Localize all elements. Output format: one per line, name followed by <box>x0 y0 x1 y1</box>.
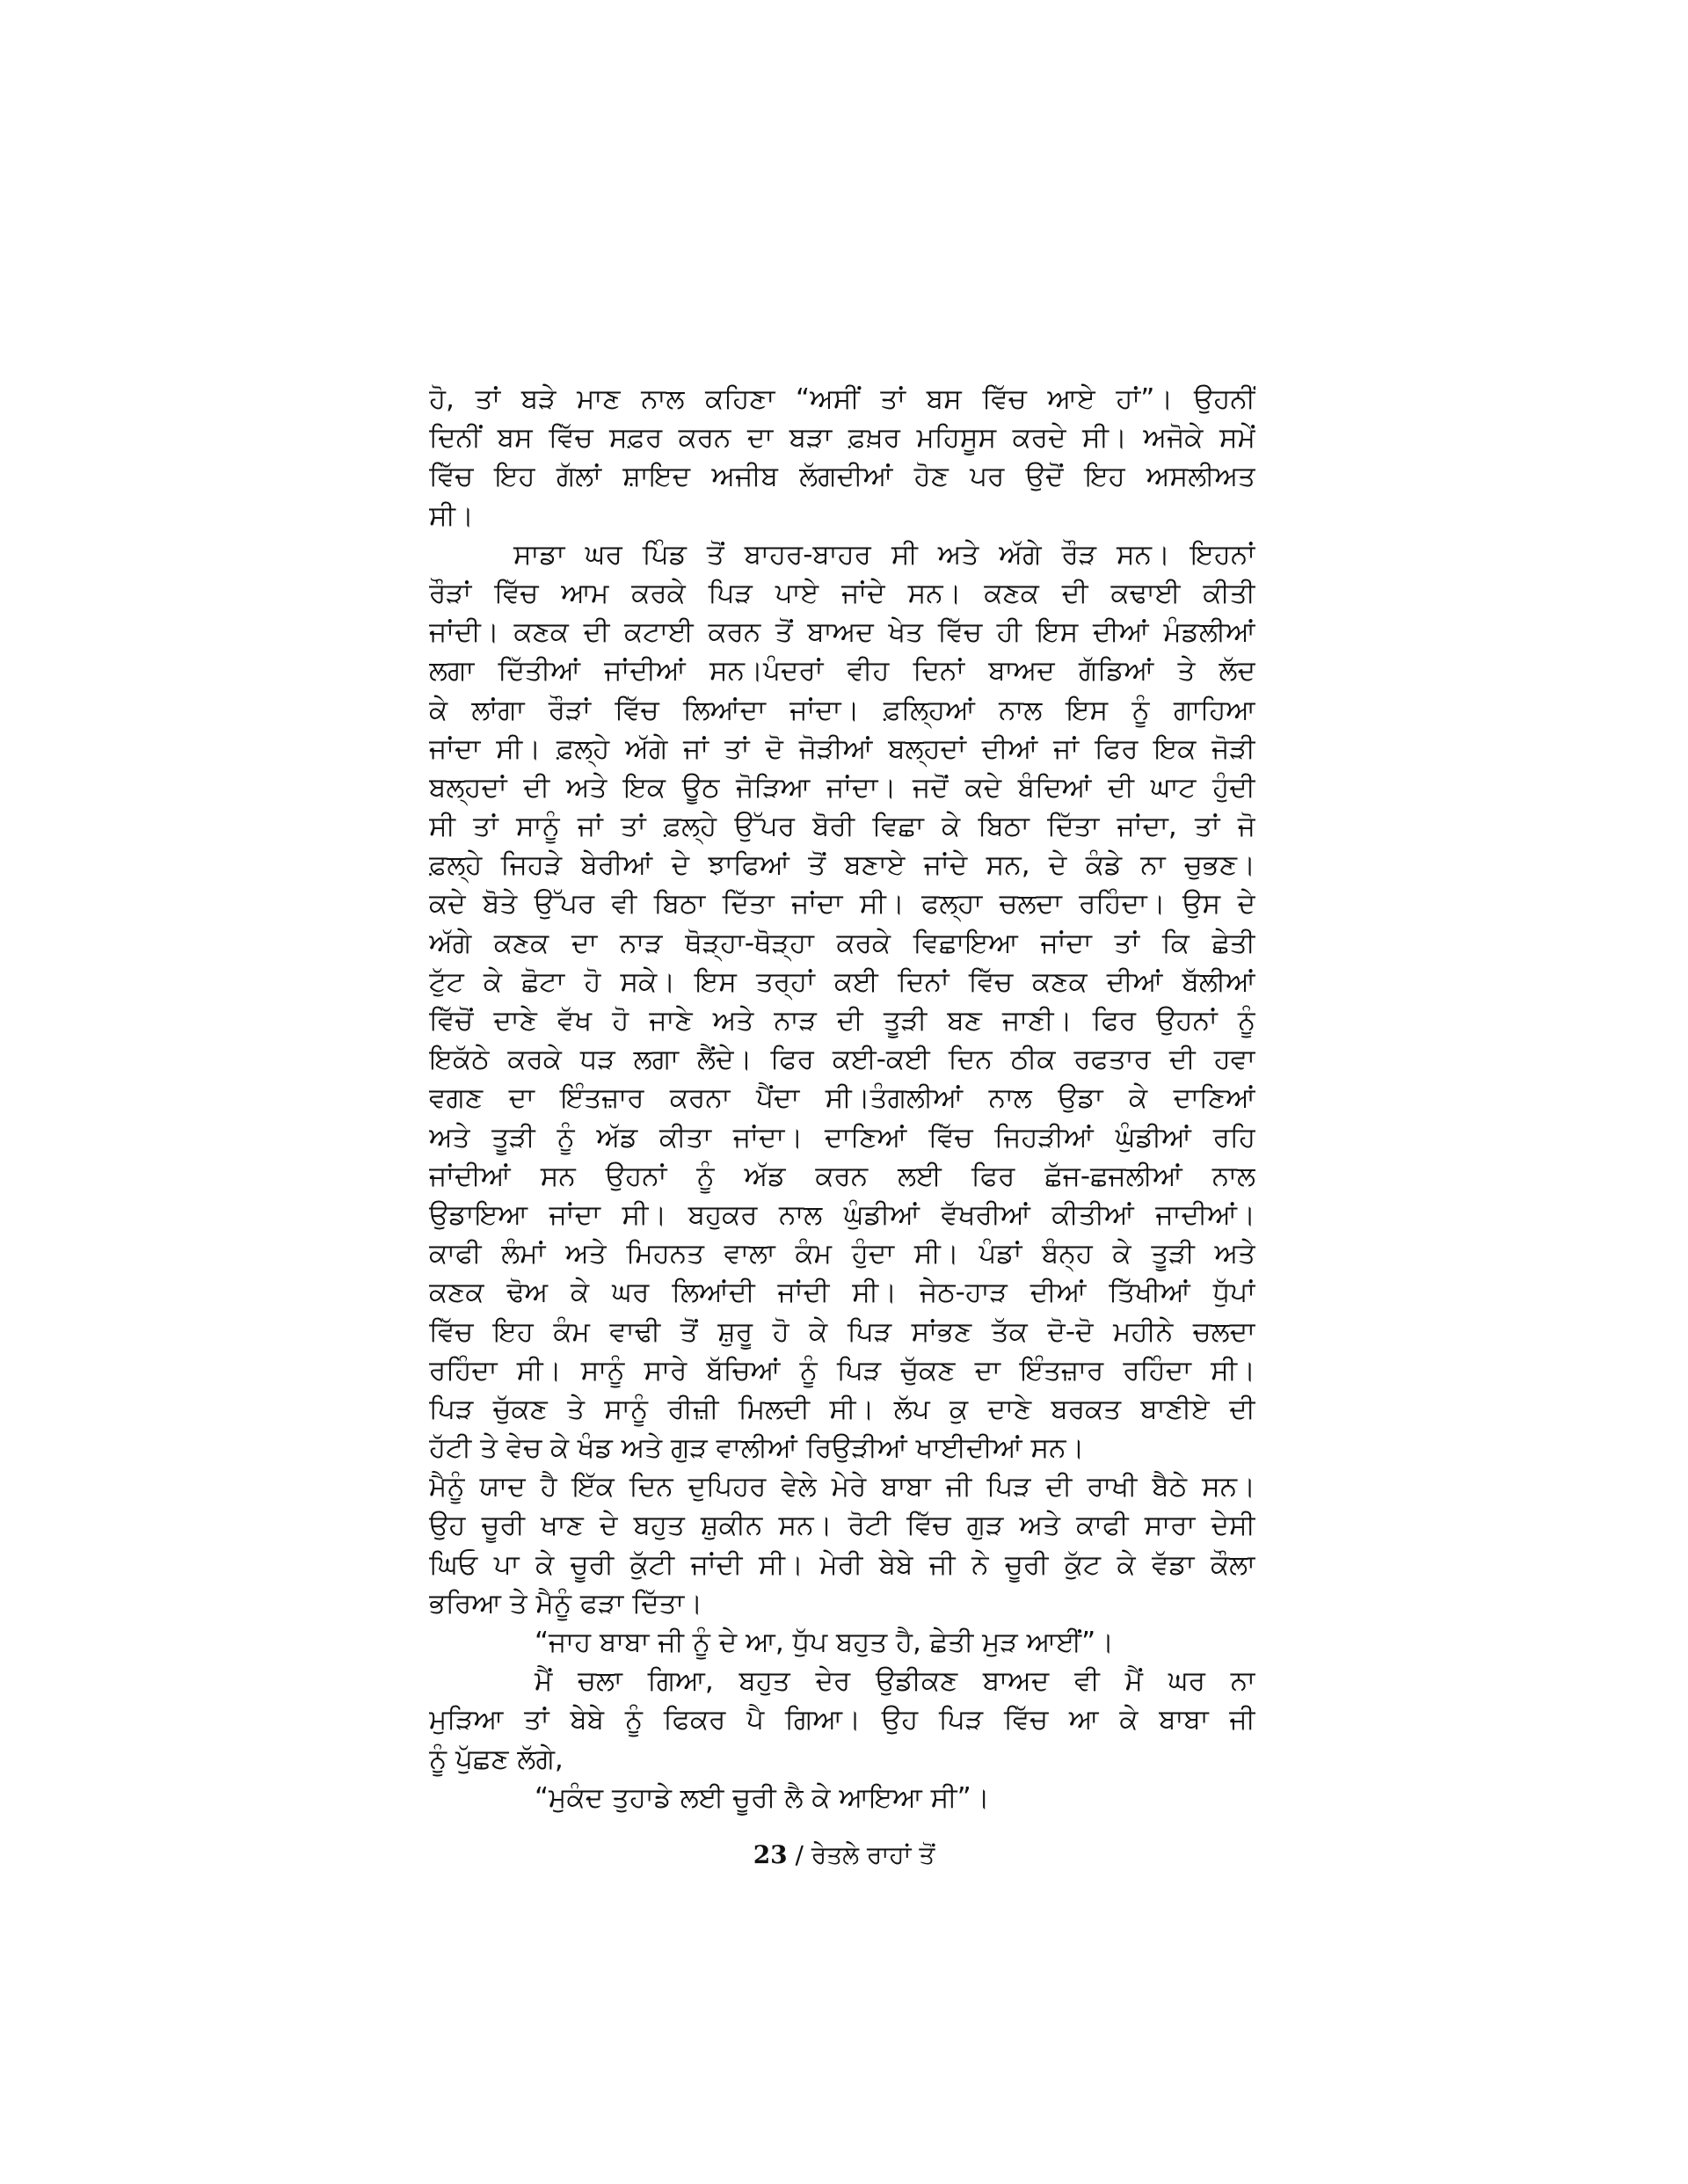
text-line: ਬਲ੍ਹਦਾਂ ਦੀ ਅਤੇ ਇਕ ਊਠ ਜੋੜਿਆ ਜਾਂਦਾ। ਜਦੋਂ ਕਦੇ ਬੰਦਿਆਂ ਦੀ ਘਾਟ ਹੁੰਦੀ <box>429 771 1255 804</box>
text-line: ਦਿਨੀਂ ਬਸ ਵਿੱਚ ਸਫ਼ਰ ਕਰਨ ਦਾ ਬੜਾ ਫ਼ਖ਼ਰ ਮਹਿਸੂਸ ਕਰਦੇ ਸੀ। ਅਜੋਕੇ ਸਮੇਂ <box>429 422 1255 455</box>
text-line: ਭਰਿਆ ਤੇ ਮੈਨੂੰ ਫੜਾ ਦਿੱਤਾ। <box>429 1587 703 1620</box>
text-line: ਇਕੱਠੇ ਕਰਕੇ ਧੜ ਲਗਾ ਲੈਂਦੇ। ਫਿਰ ਕਈ-ਕਈ ਦਿਨ ਠੀਕ ਰਫਤਾਰ ਦੀ ਹਵਾ <box>429 1044 1255 1076</box>
text-line: ਮੈਂ ਚਲਾ ਗਿਆ, ਬਹੁਤ ਦੇਰ ਉਡੀਕਣ ਬਾਅਦ ਵੀ ਮੈਂ ਘਰ ਨਾ <box>535 1665 1255 1698</box>
text-line: ਕਦੇ ਬੋਤੇ ਉੱਪਰ ਵੀ ਬਿਠਾ ਦਿੱਤਾ ਜਾਂਦਾ ਸੀ। ਫਲ੍ਹਾ ਚਲਦਾ ਰਹਿੰਦਾ। ਉਸ ਦੇ <box>429 888 1255 921</box>
text-line: ਟੁੱਟ ਕੇ ਛੋਟਾ ਹੋ ਸਕੇ। ਇਸ ਤਰ੍ਹਾਂ ਕਈ ਦਿਨਾਂ ਵਿੱਚ ਕਣਕ ਦੀਆਂ ਬੱਲੀਆਂ <box>429 965 1255 998</box>
text-line: ਵਿੱਚੋਂ ਦਾਣੇ ਵੱਖ ਹੋ ਜਾਣੇ ਅਤੇ ਨਾੜ ਦੀ ਤੂੜੀ ਬਣ ਜਾਣੀ। ਫਿਰ ਉਹਨਾਂ ਨੂੰ <box>429 1005 1255 1037</box>
text-line: ਸਾਡਾ ਘਰ ਪਿੰਡ ਤੋਂ ਬਾਹਰ-ਬਾਹਰ ਸੀ ਅਤੇ ਅੱਗੇ ਰੌੜ ਸਨ। ਇਹਨਾਂ <box>513 538 1255 571</box>
text-line: ਸੀ ਤਾਂ ਸਾਨੂੰ ਜਾਂ ਤਾਂ ਫ਼ਲ੍ਹੇ ਉੱਪਰ ਬੋਰੀ ਵਿਛਾ ਕੇ ਬਿਠਾ ਦਿੱਤਾ ਜਾਂਦਾ, ਤਾਂ ਜੋ <box>429 811 1255 843</box>
text-line: ਵਿੱਚ ਇਹ ਕੰਮ ਵਾਢੀ ਤੋਂ ਸ਼ੁਰੂ ਹੋ ਕੇ ਪਿੜ ਸਾਂਭਣ ਤੱਕ ਦੋ-ਦੋ ਮਹੀਨੇ ਚਲਦਾ <box>429 1315 1255 1348</box>
text-line: ਕੇ ਲਾਂਗਾ ਰੌੜਾਂ ਵਿੱਚ ਲਿਆਂਦਾ ਜਾਂਦਾ। ਫ਼ਲ੍ਹਿਆਂ ਨਾਲ ਇਸ ਨੂੰ ਗਾਹਿਆ <box>429 694 1255 726</box>
text-line: ਕਾਫੀ ਲੰਮਾਂ ਅਤੇ ਮਿਹਨਤ ਵਾਲਾ ਕੰਮ ਹੁੰਦਾ ਸੀ। ਪੰਡਾਂ ਬੰਨ੍ਹ ਕੇ ਤੂੜੀ ਅਤੇ <box>429 1238 1255 1270</box>
page-footer <box>0 1838 1688 1873</box>
text-line: ਪਿੜ ਚੁੱਕਣ ਤੇ ਸਾਨੂੰ ਰੀਜ਼ੀ ਮਿਲਦੀ ਸੀ। ਲੱਪ ਕੁ ਦਾਣੇ ਬਰਕਤ ਬਾਣੀਏ ਦੀ <box>429 1393 1255 1425</box>
text-line: ਵਗਣ ਦਾ ਇੰਤਜ਼ਾਰ ਕਰਨਾ ਪੈਂਦਾ ਸੀ।ਤੰਗਲੀਆਂ ਨਾਲ ਉਡਾ ਕੇ ਦਾਣਿਆਂ <box>429 1082 1255 1115</box>
text-line: ਸੀ। <box>429 499 474 532</box>
text-line: ਮੁੜਿਆ ਤਾਂ ਬੇਬੇ ਨੂੰ ਫਿਕਰ ਪੈ ਗਿਆ। ਉਹ ਪਿੜ ਵਿੱਚ ਆ ਕੇ ਬਾਬਾ ਜੀ <box>429 1704 1255 1736</box>
text-line: ਜਾਂਦੀ। ਕਣਕ ਦੀ ਕਟਾਈ ਕਰਨ ਤੋਂ ਬਾਅਦ ਖੇਤ ਵਿੱਚ ਹੀ ਇਸ ਦੀਆਂ ਮੰਡਲੀਆਂ <box>429 616 1255 649</box>
text-line: ਹੋ, ਤਾਂ ਬੜੇ ਮਾਣ ਨਾਲ ਕਹਿਣਾ “ਅਸੀਂ ਤਾਂ ਬਸ ਵਿੱਚ ਆਏ ਹਾਂ”। ਉਹਨੀਂ <box>429 383 1255 415</box>
text-line: ਕਣਕ ਢੋਅ ਕੇ ਘਰ ਲਿਆਂਦੀ ਜਾਂਦੀ ਸੀ। ਜੇਠ-ਹਾੜ ਦੀਆਂ ਤਿੱਖੀਆਂ ਧੁੱਪਾਂ <box>429 1277 1255 1309</box>
text-line: ਰਹਿੰਦਾ ਸੀ। ਸਾਨੂੰ ਸਾਰੇ ਬੱਚਿਆਂ ਨੂੰ ਪਿੜ ਚੁੱਕਣ ਦਾ ਇੰਤਜ਼ਾਰ ਰਹਿੰਦਾ ਸੀ। <box>429 1354 1255 1387</box>
book-title: ਰੇਤਲੇ ਰਾਹਾਂ ਤੋਂ <box>811 1840 935 1869</box>
text-line: ਮੈਨੂੰ ਯਾਦ ਹੈ ਇੱਕ ਦਿਨ ਦੁਪਿਹਰ ਵੇਲੇ ਮੇਰੇ ਬਾਬਾ ਜੀ ਪਿੜ ਦੀ ਰਾਖੀ ਬੈਠੇ ਸਨ। <box>429 1471 1255 1503</box>
text-line: ਅਤੇ ਤੂੜੀ ਨੂੰ ਅੱਡ ਕੀਤਾ ਜਾਂਦਾ। ਦਾਣਿਆਂ ਵਿੱਚ ਜਿਹੜੀਆਂ ਘੁੰਡੀਆਂ ਰਹਿ <box>429 1121 1255 1154</box>
body-text <box>429 380 1255 1817</box>
text-line: ਵਿੱਚ ਇਹ ਗੱਲਾਂ ਸ਼ਾਇਦ ਅਜੀਬ ਲੱਗਦੀਆਂ ਹੋਣ ਪਰ ਉਦੋਂ ਇਹ ਅਸਲੀਅਤ <box>429 461 1255 493</box>
text-line: ਜਾਂਦਾ ਸੀ। ਫ਼ਲ੍ਹੇ ਅੱਗੇ ਜਾਂ ਤਾਂ ਦੋ ਜੋੜੀਆਂ ਬਲ੍ਹਦਾਂ ਦੀਆਂ ਜਾਂ ਫਿਰ ਇਕ ਜੋੜੀ <box>429 732 1255 765</box>
text-line: ਉਡਾਇਆ ਜਾਂਦਾ ਸੀ। ਬਹੁਕਰ ਨਾਲ ਘੁੰਡੀਆਂ ਵੱਖਰੀਆਂ ਕੀਤੀਆਂ ਜਾਦੀਆਂ। <box>429 1198 1255 1231</box>
text-line: ਰੌੜਾਂ ਵਿੱਚ ਆਮ ਕਰਕੇ ਪਿੜ ਪਾਏ ਜਾਂਦੇ ਸਨ। ਕਣਕ ਦੀ ਕਢਾਈ ਕੀਤੀ <box>429 577 1255 609</box>
text-line: ਨੂੰ ਪੁੱਛਣ ਲੱਗੇ, <box>429 1743 564 1775</box>
page-number: 23 <box>753 1840 788 1869</box>
text-line: “ਜਾਹ ਬਾਬਾ ਜੀ ਨੂੰ ਦੇ ਆ, ਧੁੱਪ ਬਹੁਤ ਹੈ, ਛੇਤੀ ਮੁੜ ਆਈਂ”। <box>535 1627 1115 1658</box>
text-line: ਹੱਟੀ ਤੇ ਵੇਚ ਕੇ ਖੰਡ ਅਤੇ ਗੁੜ ਵਾਲੀਆਂ ਰਿਉੜੀਆਂ ਖਾਈਦੀਆਂ ਸਨ। <box>429 1432 1085 1465</box>
text-line: ਜਾਂਦੀਆਂ ਸਨ ਉਹਨਾਂ ਨੂੰ ਅੱਡ ਕਰਨ ਲਈ ਫਿਰ ਛੱਜ-ਛਜਲੀਆਂ ਨਾਲ <box>429 1160 1255 1192</box>
footer-separator: / <box>787 1840 811 1869</box>
text-line: ਘਿਓ ਪਾ ਕੇ ਚੂਰੀ ਕੁੱਟੀ ਜਾਂਦੀ ਸੀ। ਮੇਰੀ ਬੇਬੇ ਜੀ ਨੇ ਚੂਰੀ ਕੁੱਟ ਕੇ ਵੱਡਾ ਕੌਲਾ <box>429 1548 1255 1581</box>
text-line: ਅੱਗੇ ਕਣਕ ਦਾ ਨਾੜ ਥੋੜ੍ਹਾ-ਥੋੜ੍ਹਾ ਕਰਕੇ ਵਿਛਾਇਆ ਜਾਂਦਾ ਤਾਂ ਕਿ ਛੇਤੀ <box>429 927 1255 959</box>
text-line: ਫ਼ਲ੍ਹੇ ਜਿਹੜੇ ਬੇਰੀਆਂ ਦੇ ਝਾਫਿਆਂ ਤੋਂ ਬਣਾਏ ਜਾਂਦੇ ਸਨ, ਦੇ ਕੰਡੇ ਨਾ ਚੁਭਣ। <box>429 849 1255 882</box>
text-line: ਲਗਾ ਦਿੱਤੀਆਂ ਜਾਂਦੀਆਂ ਸਨ।ਪੰਦਰਾਂ ਵੀਹ ਦਿਨਾਂ ਬਾਅਦ ਗੱਡਿਆਂ ਤੇ ਲੱਦ <box>429 655 1255 688</box>
text-line: “ਮੁਕੰਦ ਤੁਹਾਡੇ ਲਈ ਚੂਰੀ ਲੈ ਕੇ ਆਇਆ ਸੀ”। <box>535 1781 990 1814</box>
text-line: ਉਹ ਚੂਰੀ ਖਾਣ ਦੇ ਬਹੁਤ ਸ਼ੁਕੀਨ ਸਨ। ਰੋਟੀ ਵਿੱਚ ਗੁੜ ਅਤੇ ਕਾਫੀ ਸਾਰਾ ਦੇਸੀ <box>429 1510 1255 1542</box>
